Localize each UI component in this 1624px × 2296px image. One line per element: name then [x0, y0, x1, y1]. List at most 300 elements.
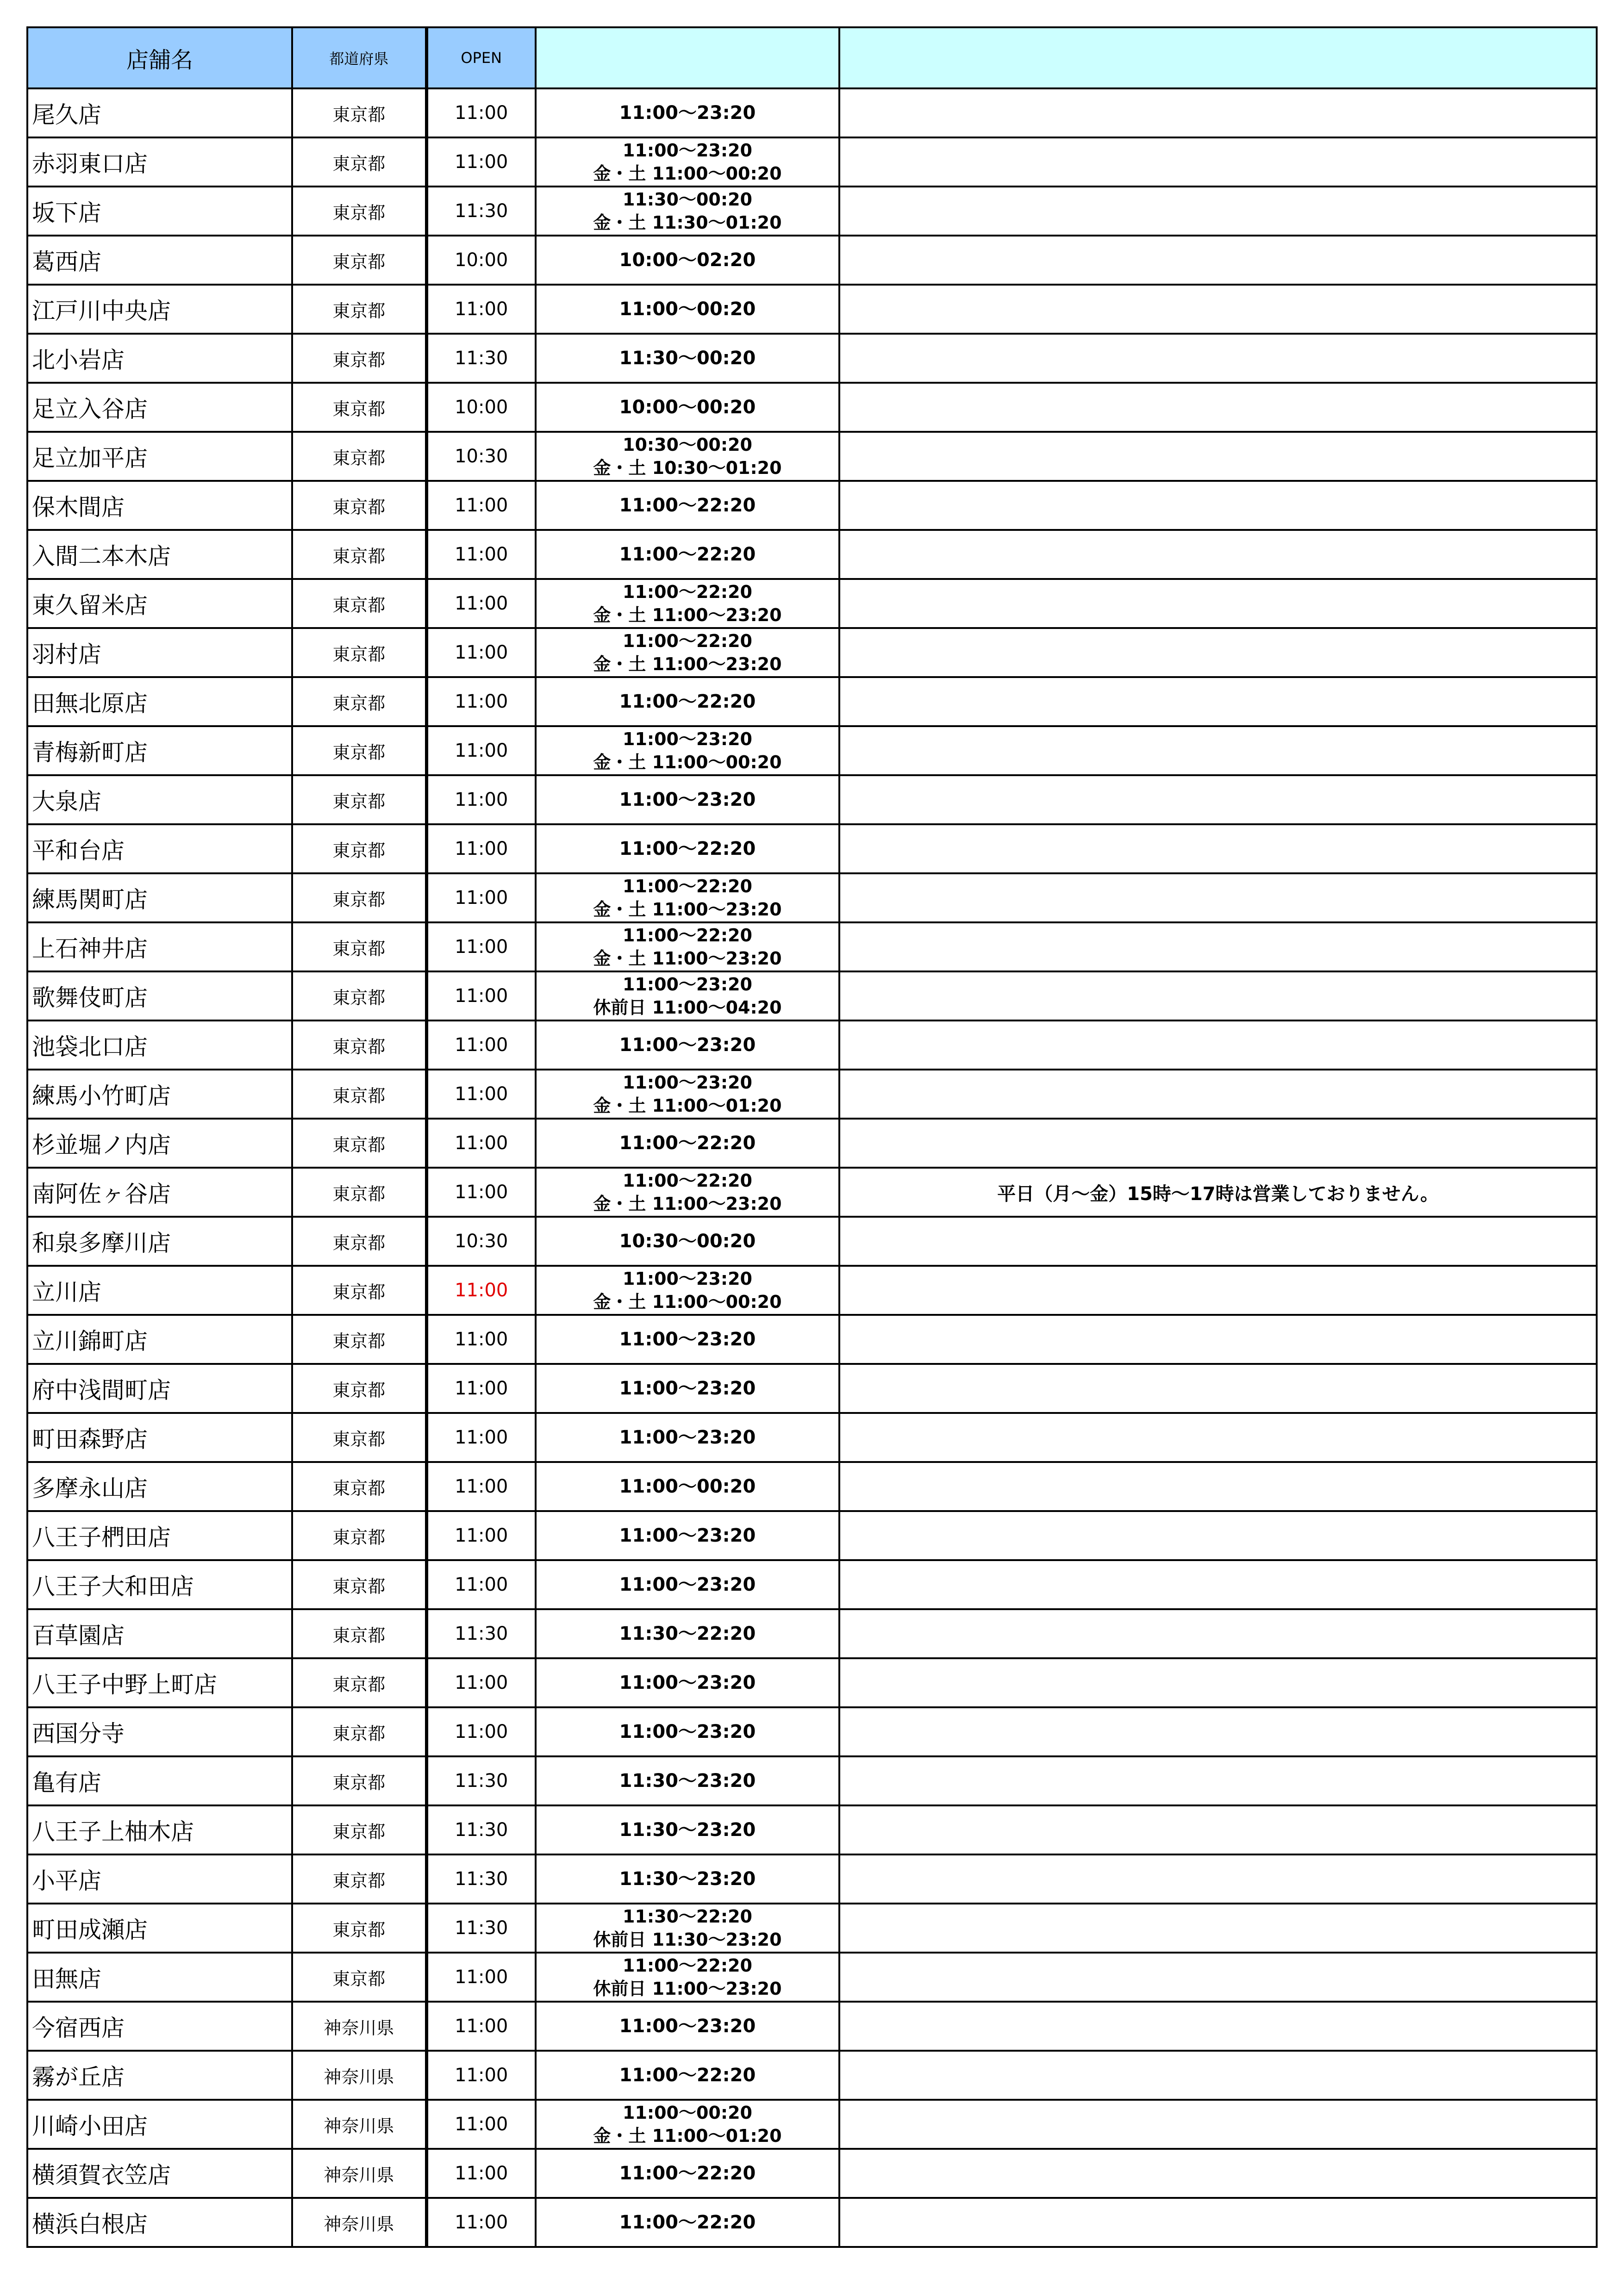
note-cell [839, 1609, 1597, 1658]
table-row [27, 481, 1597, 530]
note-cell [839, 481, 1597, 530]
business-hours-cell [536, 579, 839, 628]
open-time-cell: 10:00 [426, 236, 536, 285]
hours-line: 11:00〜23:20 [619, 1721, 756, 1742]
hours-special-line: 金・土 11:30〜01:20 [593, 212, 782, 233]
table-row [27, 2002, 1597, 2051]
open-time-cell: 11:30 [426, 1756, 536, 1805]
hours-line: 11:00〜23:20 [623, 729, 752, 749]
table-row [27, 922, 1597, 971]
hours-special-line: 金・土 11:00〜23:20 [593, 605, 782, 625]
table-row [27, 1119, 1597, 1168]
store-name-cell: 霧が丘店 [27, 2051, 292, 2100]
hours-special-line: 金・土 11:00〜01:20 [593, 2126, 782, 2146]
prefecture-cell: 東京都 [292, 334, 426, 383]
table-row [27, 2100, 1597, 2149]
business-hours-cell [536, 1511, 839, 1560]
hours-special-line: 金・土 11:00〜23:20 [593, 654, 782, 674]
note-cell [839, 726, 1597, 775]
prefecture-cell: 東京都 [292, 88, 426, 137]
open-time-cell: 11:00 [426, 2198, 536, 2247]
hours-line: 11:00〜22:20 [623, 876, 752, 896]
store-name-cell: 八王子椚田店 [27, 1511, 292, 1560]
store-name-cell: 今宿西店 [27, 2002, 292, 2051]
note-cell [839, 1020, 1597, 1070]
store-name-cell: 田無北原店 [27, 677, 292, 726]
note-cell [839, 432, 1597, 481]
hours-line: 11:00〜22:20 [623, 631, 752, 651]
business-hours-cell [536, 824, 839, 873]
note-cell [839, 1511, 1597, 1560]
store-name-cell: 北小岩店 [27, 334, 292, 383]
note-cell [839, 922, 1597, 971]
prefecture-cell: 東京都 [292, 1070, 426, 1119]
hours-line: 11:00〜23:20 [623, 1072, 752, 1093]
open-time-cell: 11:30 [426, 1904, 536, 1953]
hours-special-line: 金・土 11:00〜00:20 [593, 1292, 782, 1312]
business-hours-cell [536, 88, 839, 137]
hours-special-line: 金・土 11:00〜23:20 [593, 899, 782, 920]
open-time-cell: 11:00 [426, 1707, 536, 1756]
hours-line: 11:00〜22:20 [619, 691, 756, 712]
prefecture-cell: 東京都 [292, 1756, 426, 1805]
business-hours-cell [536, 775, 839, 824]
note-cell [839, 824, 1597, 873]
prefecture-cell: 東京都 [292, 824, 426, 873]
table-row [27, 1707, 1597, 1756]
hours-line: 11:00〜23:20 [619, 1378, 756, 1399]
hours-special-line: 金・土 11:00〜00:20 [593, 163, 782, 184]
prefecture-cell: 東京都 [292, 971, 426, 1020]
business-hours-cell [536, 1168, 839, 1217]
store-name-cell: 大泉店 [27, 775, 292, 824]
business-hours-cell [536, 2149, 839, 2198]
business-hours-cell [536, 530, 839, 579]
header-prefecture: 都道府県 [292, 27, 426, 88]
table-body [27, 88, 1597, 2247]
table-row [27, 1805, 1597, 1854]
open-time-cell: 11:00 [426, 2002, 536, 2051]
open-time-cell: 11:00 [426, 1266, 536, 1315]
prefecture-cell: 東京都 [292, 1266, 426, 1315]
prefecture-cell: 東京都 [292, 873, 426, 922]
open-time-cell: 11:00 [426, 726, 536, 775]
store-name-cell: 赤羽東口店 [27, 137, 292, 187]
table-row [27, 1854, 1597, 1904]
hours-line: 11:00〜22:20 [623, 1170, 752, 1191]
prefecture-cell: 東京都 [292, 187, 426, 236]
prefecture-cell: 東京都 [292, 432, 426, 481]
prefecture-cell: 東京都 [292, 137, 426, 187]
store-name-cell: 入間二本木店 [27, 530, 292, 579]
business-hours-cell [536, 285, 839, 334]
open-time-cell: 11:00 [426, 579, 536, 628]
business-hours-cell [536, 1315, 839, 1364]
note-cell [839, 187, 1597, 236]
note-cell [839, 1707, 1597, 1756]
note-cell [839, 1266, 1597, 1315]
hours-line: 11:00〜23:20 [619, 1574, 756, 1595]
prefecture-cell: 神奈川県 [292, 2100, 426, 2149]
store-name-cell: 八王子上柚木店 [27, 1805, 292, 1854]
note-cell [839, 285, 1597, 334]
header-note [839, 27, 1597, 88]
note-cell [839, 1119, 1597, 1168]
header-hours [536, 27, 839, 88]
store-name-cell: 葛西店 [27, 236, 292, 285]
note-cell [839, 137, 1597, 187]
open-time-cell: 11:00 [426, 1364, 536, 1413]
note-cell [839, 334, 1597, 383]
open-time-cell: 11:00 [426, 88, 536, 137]
open-time-cell: 11:00 [426, 1413, 536, 1462]
table-row [27, 726, 1597, 775]
open-time-cell: 11:00 [426, 628, 536, 677]
table-row [27, 285, 1597, 334]
business-hours-cell [536, 628, 839, 677]
note-cell [839, 2100, 1597, 2149]
open-time-cell: 11:00 [426, 530, 536, 579]
hours-line: 11:00〜23:20 [619, 1034, 756, 1056]
prefecture-cell: 東京都 [292, 1953, 426, 2002]
prefecture-cell: 東京都 [292, 1119, 426, 1168]
prefecture-cell: 東京都 [292, 1609, 426, 1658]
table-row [27, 1756, 1597, 1805]
business-hours-cell [536, 1609, 839, 1658]
prefecture-cell: 東京都 [292, 579, 426, 628]
open-time-cell: 11:00 [426, 1462, 536, 1511]
business-hours-cell [536, 677, 839, 726]
open-time-cell: 11:00 [426, 481, 536, 530]
hours-line: 11:00〜22:20 [619, 838, 756, 859]
note-cell [839, 579, 1597, 628]
hours-line: 11:00〜23:20 [623, 974, 752, 995]
table-row [27, 1217, 1597, 1266]
table-header [27, 27, 1597, 88]
open-time-cell: 11:00 [426, 1020, 536, 1070]
prefecture-cell: 東京都 [292, 1315, 426, 1364]
prefecture-cell: 東京都 [292, 1462, 426, 1511]
prefecture-cell: 神奈川県 [292, 2198, 426, 2247]
open-time-cell: 10:00 [426, 383, 536, 432]
prefecture-cell: 東京都 [292, 628, 426, 677]
hours-line: 11:00〜22:20 [619, 2065, 756, 2086]
hours-line: 11:30〜23:20 [619, 1819, 756, 1841]
note-cell [839, 1217, 1597, 1266]
store-name-cell: 杉並堀ノ内店 [27, 1119, 292, 1168]
open-time-cell: 11:30 [426, 1609, 536, 1658]
open-time-cell: 11:00 [426, 285, 536, 334]
table-row [27, 2149, 1597, 2198]
hours-special-line: 金・土 11:00〜23:20 [593, 948, 782, 969]
store-hours-sheet [26, 26, 1596, 2248]
prefecture-cell: 東京都 [292, 530, 426, 579]
hours-line: 11:30〜00:20 [623, 189, 752, 210]
hours-line: 11:00〜22:20 [619, 2163, 756, 2184]
note-cell [839, 2002, 1597, 2051]
store-name-cell: 羽村店 [27, 628, 292, 677]
note-cell [839, 1658, 1597, 1707]
store-name-cell: 足立加平店 [27, 432, 292, 481]
store-name-cell: 坂下店 [27, 187, 292, 236]
open-time-cell: 11:30 [426, 1854, 536, 1904]
table-row [27, 628, 1597, 677]
hours-special-line: 金・土 11:00〜23:20 [593, 1194, 782, 1214]
table-row [27, 137, 1597, 187]
business-hours-cell [536, 971, 839, 1020]
hours-special-line: 金・土 10:30〜01:20 [593, 458, 782, 478]
note-cell [839, 971, 1597, 1020]
prefecture-cell: 東京都 [292, 1217, 426, 1266]
store-name-cell: 横浜白根店 [27, 2198, 292, 2247]
business-hours-cell [536, 1020, 839, 1070]
open-time-cell: 11:00 [426, 824, 536, 873]
table-row [27, 432, 1597, 481]
hours-line: 11:00〜22:20 [623, 1955, 752, 1976]
open-time-cell: 11:00 [426, 2149, 536, 2198]
store-name-cell: 青梅新町店 [27, 726, 292, 775]
table-row [27, 824, 1597, 873]
store-name-cell: 南阿佐ヶ谷店 [27, 1168, 292, 1217]
business-hours-cell [536, 236, 839, 285]
note-cell [839, 1805, 1597, 1854]
hours-line: 11:00〜22:20 [619, 2212, 756, 2233]
open-time-cell: 11:00 [426, 1119, 536, 1168]
hours-line: 11:00〜23:20 [619, 789, 756, 810]
table-row [27, 1953, 1597, 2002]
hours-line: 11:00〜22:20 [619, 1132, 756, 1154]
hours-special-line: 休前日 11:00〜23:20 [593, 1979, 782, 1999]
note-cell [839, 1854, 1597, 1904]
prefecture-cell: 東京都 [292, 1560, 426, 1609]
hours-line: 10:30〜00:20 [623, 435, 752, 455]
prefecture-cell: 東京都 [292, 775, 426, 824]
hours-line: 11:30〜22:20 [619, 1623, 756, 1644]
business-hours-cell [536, 2198, 839, 2247]
table-row [27, 1020, 1597, 1070]
business-hours-cell [536, 1364, 839, 1413]
open-time-cell: 10:30 [426, 1217, 536, 1266]
hours-special-line: 金・土 11:00〜01:20 [593, 1095, 782, 1116]
table-row [27, 1364, 1597, 1413]
prefecture-cell: 東京都 [292, 1707, 426, 1756]
table-row [27, 1168, 1597, 1217]
open-time-cell: 11:00 [426, 1070, 536, 1119]
table-row [27, 1266, 1597, 1315]
note-cell [839, 873, 1597, 922]
note-cell [839, 530, 1597, 579]
table-row [27, 677, 1597, 726]
store-name-cell: 西国分寺 [27, 1707, 292, 1756]
open-time-cell: 11:30 [426, 187, 536, 236]
open-time-cell: 11:00 [426, 2051, 536, 2100]
open-time-cell: 11:00 [426, 137, 536, 187]
business-hours-cell [536, 873, 839, 922]
business-hours-cell [536, 1756, 839, 1805]
note-cell [839, 2149, 1597, 2198]
open-time-cell: 11:00 [426, 775, 536, 824]
table-row [27, 88, 1597, 137]
open-time-cell: 11:00 [426, 922, 536, 971]
open-time-cell: 11:00 [426, 1658, 536, 1707]
business-hours-cell [536, 432, 839, 481]
note-cell [839, 775, 1597, 824]
note-cell [839, 1070, 1597, 1119]
table-row [27, 1413, 1597, 1462]
prefecture-cell: 東京都 [292, 1511, 426, 1560]
note-cell [839, 88, 1597, 137]
hours-line: 11:30〜23:20 [619, 1868, 756, 1890]
prefecture-cell: 神奈川県 [292, 2051, 426, 2100]
hours-line: 11:00〜23:20 [619, 1329, 756, 1350]
note-cell [839, 1756, 1597, 1805]
table-row [27, 1560, 1597, 1609]
open-time-cell: 10:30 [426, 432, 536, 481]
business-hours-cell [536, 1805, 839, 1854]
business-hours-cell [536, 187, 839, 236]
business-hours-cell [536, 481, 839, 530]
note-cell [839, 383, 1597, 432]
table-row [27, 2198, 1597, 2247]
table-row [27, 2051, 1597, 2100]
hours-line: 10:00〜00:20 [619, 397, 756, 418]
note-cell [839, 236, 1597, 285]
open-time-cell: 11:00 [426, 1953, 536, 2002]
hours-line: 11:00〜23:20 [619, 1672, 756, 1693]
business-hours-cell [536, 2002, 839, 2051]
table-row [27, 1462, 1597, 1511]
prefecture-cell: 東京都 [292, 922, 426, 971]
hours-line: 11:00〜00:20 [619, 299, 756, 320]
prefecture-cell: 東京都 [292, 726, 426, 775]
open-time-cell: 11:00 [426, 1511, 536, 1560]
prefecture-cell: 東京都 [292, 1020, 426, 1070]
hours-line: 11:00〜23:20 [623, 140, 752, 161]
prefecture-cell: 東京都 [292, 1168, 426, 1217]
prefecture-cell: 東京都 [292, 1805, 426, 1854]
note-cell [839, 2051, 1597, 2100]
store-name-cell: 横須賀衣笠店 [27, 2149, 292, 2198]
open-time-cell: 11:00 [426, 1560, 536, 1609]
business-hours-cell [536, 1560, 839, 1609]
business-hours-cell [536, 1658, 839, 1707]
open-time-cell: 11:30 [426, 334, 536, 383]
table-row [27, 1904, 1597, 1953]
open-time-cell: 11:30 [426, 1805, 536, 1854]
table-row [27, 1070, 1597, 1119]
table-row [27, 236, 1597, 285]
hours-line: 11:00〜22:20 [619, 544, 756, 565]
store-name-cell: 池袋北口店 [27, 1020, 292, 1070]
table-row [27, 775, 1597, 824]
open-time-cell: 11:00 [426, 1168, 536, 1217]
table-row [27, 383, 1597, 432]
prefecture-cell: 東京都 [292, 1413, 426, 1462]
store-name-cell: 町田森野店 [27, 1413, 292, 1462]
store-name-cell: 江戸川中央店 [27, 285, 292, 334]
store-name-cell: 和泉多摩川店 [27, 1217, 292, 1266]
note-cell [839, 1462, 1597, 1511]
table-row [27, 579, 1597, 628]
note-cell [839, 1413, 1597, 1462]
business-hours-cell [536, 1266, 839, 1315]
store-name-cell: 八王子中野上町店 [27, 1658, 292, 1707]
note-cell [839, 1560, 1597, 1609]
business-hours-cell [536, 1707, 839, 1756]
store-name-cell: 小平店 [27, 1854, 292, 1904]
table-row [27, 187, 1597, 236]
table-row [27, 971, 1597, 1020]
table-row [27, 1658, 1597, 1707]
hours-line: 11:00〜22:20 [623, 582, 752, 602]
store-name-cell: 練馬関町店 [27, 873, 292, 922]
prefecture-cell: 東京都 [292, 383, 426, 432]
hours-line: 11:00〜00:20 [623, 2103, 752, 2123]
store-name-cell: 多摩永山店 [27, 1462, 292, 1511]
table-row [27, 334, 1597, 383]
hours-line: 11:00〜23:20 [623, 1269, 752, 1289]
open-time-cell: 11:00 [426, 1315, 536, 1364]
note-cell [839, 1904, 1597, 1953]
note-cell [839, 1315, 1597, 1364]
business-hours-cell [536, 1413, 839, 1462]
hours-special-line: 金・土 11:00〜00:20 [593, 752, 782, 772]
business-hours-cell [536, 1462, 839, 1511]
store-name-cell: 練馬小竹町店 [27, 1070, 292, 1119]
hours-special-line: 休前日 11:30〜23:20 [593, 1929, 782, 1950]
business-hours-cell [536, 2100, 839, 2149]
business-hours-cell [536, 1854, 839, 1904]
business-hours-cell [536, 1119, 839, 1168]
table-row [27, 1511, 1597, 1560]
store-name-cell: 東久留米店 [27, 579, 292, 628]
store-name-cell: 尾久店 [27, 88, 292, 137]
note-cell [839, 1364, 1597, 1413]
store-name-cell: 府中浅間町店 [27, 1364, 292, 1413]
table-row [27, 1609, 1597, 1658]
business-hours-cell [536, 2051, 839, 2100]
prefecture-cell: 東京都 [292, 1854, 426, 1904]
hours-line: 11:30〜00:20 [619, 348, 756, 369]
store-name-cell: 立川錦町店 [27, 1315, 292, 1364]
store-name-cell: 百草園店 [27, 1609, 292, 1658]
prefecture-cell: 神奈川県 [292, 2002, 426, 2051]
business-hours-cell [536, 137, 839, 187]
note-cell [839, 2198, 1597, 2247]
store-name-cell: 田無店 [27, 1953, 292, 2002]
prefecture-cell: 東京都 [292, 1658, 426, 1707]
store-name-cell: 保木間店 [27, 481, 292, 530]
hours-line: 11:00〜00:20 [619, 1476, 756, 1497]
note-cell: 平日（月～金）15時～17時は営業しておりません。 [839, 1168, 1597, 1217]
header-open: OPEN [426, 27, 536, 88]
hours-special-line: 休前日 11:00〜04:20 [593, 997, 782, 1018]
business-hours-cell [536, 726, 839, 775]
hours-line: 11:00〜23:20 [619, 102, 756, 124]
store-name-cell: 立川店 [27, 1266, 292, 1315]
note-cell [839, 628, 1597, 677]
prefecture-cell: 東京都 [292, 1364, 426, 1413]
hours-line: 10:00〜02:20 [619, 249, 756, 271]
store-name-cell: 歌舞伎町店 [27, 971, 292, 1020]
open-time-cell: 11:00 [426, 873, 536, 922]
hours-line: 11:00〜23:20 [619, 1427, 756, 1448]
hours-line: 10:30〜00:20 [619, 1231, 756, 1252]
business-hours-cell [536, 1217, 839, 1266]
header-row [27, 27, 1597, 88]
prefecture-cell: 東京都 [292, 481, 426, 530]
store-name-cell: 八王子大和田店 [27, 1560, 292, 1609]
